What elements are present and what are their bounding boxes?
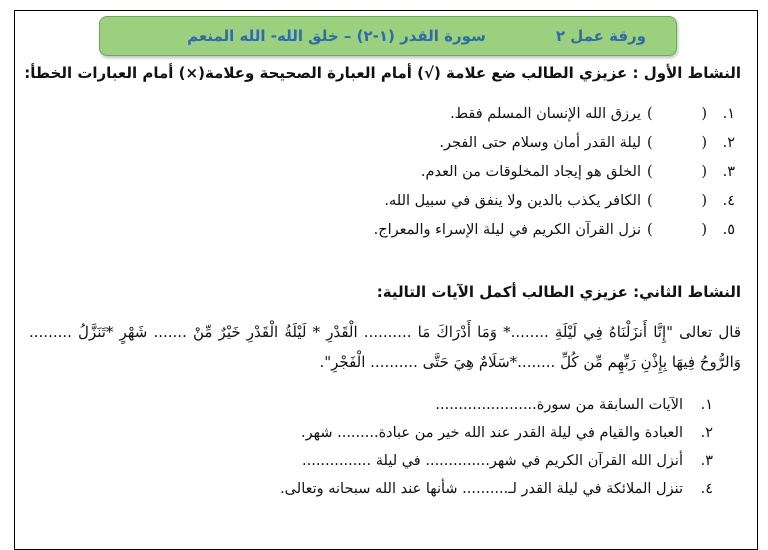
list-item [374,128,735,157]
activity2-title: النشاط الثاني: عزيزي الطالب أكمل الآيات التالية: [376,283,741,301]
list-item[interactable] [280,391,713,419]
header-banner [99,16,677,56]
item-number: ٣. [700,453,713,469]
item-text: نزل القرآن الكريم في ليلة الإسراء والمعراج. [373,221,641,238]
verses-fill-in[interactable]: قال تعالى "إِنَّا أَنزَلْنَاهُ فِي لَيْلَةِ ........* وَمَا أَدْرَاكَ مَا .......... الْقَدْرِ * لَيْلَةُ الْقَدْرِ خَيْرٌ مِّنْ ....... شَهْرٍ *تَنَزَّلُ ......... وَالرُّوحُ فِيهَا بِإِذْنِ رَبِّهِم مِّن كُلِّ ........*سَلَامٌ هِيَ حَتَّى .......... الْفَجْرِ". [29,323,741,371]
answer-parentheses[interactable]: ( ) [647,105,707,122]
worksheet-title: ورقة عمل ٢ [555,27,646,45]
list-item[interactable] [280,419,713,447]
worksheet-page [14,10,758,550]
item-number: ٢. [700,425,713,441]
answer-parentheses[interactable]: ( ) [647,192,707,209]
item-number: ١. [700,397,713,413]
item-text: تنزل الملائكة في ليلة القدر لـ.......... شأنها عند الله سبحانه وتعالى. [280,481,683,497]
activity2-list [280,391,713,503]
list-item [374,157,735,186]
item-text: الكافر يكذب بالدين ولا ينفق في سبيل الله. [384,192,641,209]
list-item [374,99,735,128]
item-text: الآيات السابقة من سورة...................... [435,397,683,413]
item-number: ١. [722,105,735,122]
item-text: ليلة القدر أمان وسلام حتى الفجر. [439,134,641,151]
list-item[interactable] [280,447,713,475]
answer-parentheses[interactable]: ( ) [647,134,707,151]
answer-parentheses[interactable]: ( ) [647,221,707,238]
item-text: يرزق الله الإنسان المسلم فقط. [450,105,641,122]
answer-parentheses[interactable]: ( ) [647,163,707,180]
item-number: ٤. [722,192,735,209]
item-number: ٢. [722,134,735,151]
list-item[interactable] [280,475,713,503]
item-number: ٤. [700,481,713,497]
item-text: العبادة والقيام في ليلة القدر عند الله خير من عبادة......... شهر. [301,425,683,441]
item-number: ٣. [722,163,735,180]
list-item [374,215,735,244]
worksheet-subtitle: سورة القدر (١-٢) – خلق الله- الله المنعم [187,27,486,45]
item-number: ٥. [722,221,735,238]
item-text: أنزل الله القرآن الكريم في شهر.............. في ليلة ............... [302,453,683,469]
list-item [374,186,735,215]
item-text: الخلق هو إيجاد المخلوقات من العدم. [420,163,641,180]
activity1-title: النشاط الأول : عزيزي الطالب ضع علامة (√) أمام العبارة الصحيحة وعلامة(×) أمام العبارات الخطأ: [24,64,741,82]
activity1-list [374,99,735,244]
